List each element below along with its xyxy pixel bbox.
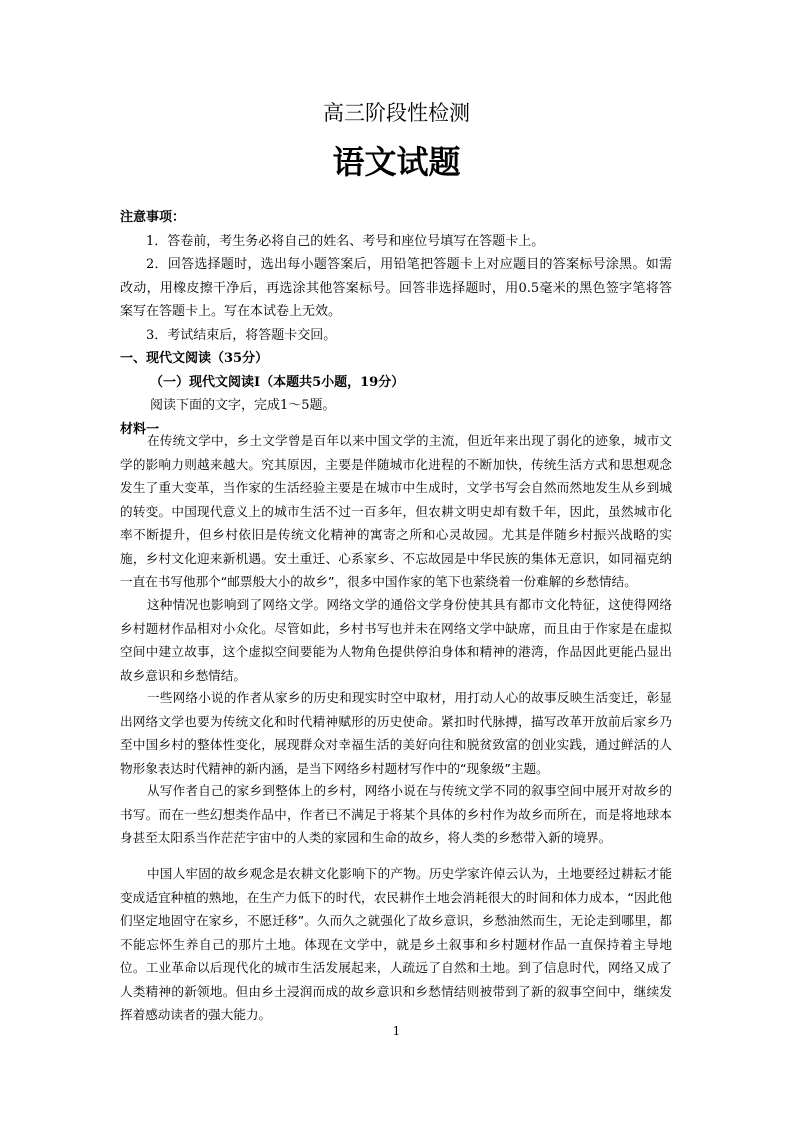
paragraph-2: 这种情况也影响到了网络文学。网络文学的通俗文学身份使其具有都市文化特征，这使得网络乡村题材作品相对小众化。尽管如此，乡村书写也并未在网络文学中缺席，而且由于作家是在虚拟空间中建立故事，这个虚拟空间要能为人物角色提供停泊身体和精神的港湾，作品因此更能凸显出故乡意识和乡愁情结。 <box>120 597 672 683</box>
paragraph-5: 中国人牢固的故乡观念是农耕文化影响下的产物。历史学家许倬云认为，土地要经过耕耘才能变成适宜种植的熟地，在生产力低下的时代，农民耕作土地会消耗很大的时间和体力成本，“因此他们坚定地固守在家乡，不愿迁移”。久而久之就强化了故乡意识，乡愁油然而生，无论走到哪里，都不能忘怀生养自己的那片土地。体现在文学中，就是乡土叙事和乡村题材作品一直保持着主导地位。工业革命以后现代化的城市生活发展起来，人疏远了自然和土地。到了信息时代，网络又成了人类精神的新领地。但由乡土浸润而成的故乡意识和乡愁情结则被带到了新的叙事空间中，继续发挥着感动读者的强大能力。 <box>120 866 672 1022</box>
page-number: 1 <box>392 1024 401 1038</box>
notice-item-3: 3．考试结束后，将答题卡交回。 <box>146 327 337 343</box>
paragraph-4: 从写作者自己的家乡到整体上的乡村，网络小说在与传统文学不同的叙事空间中展开对故乡的书写。而在一些幻想类作品中，作者已不满足于将某个具体的乡村作为故乡而所在，而是将地球本身甚至太阳系当作茫茫宇宙中的人类的家园和生命的故乡，将人类的乡愁带入新的境界。 <box>120 783 672 845</box>
exam-title: 语文试题 <box>332 143 461 181</box>
notice-item-2: 2．回答选择题时，选出每小题答案后，用铅笔把答题卡上对应题目的答案标号涂黑。如需改动，用橡皮擦干净后，再选涂其他答案标号。回答非选择题时，用0.5毫米的黑色签字笔将答案写在答题卡上。写在本试卷上无效。 <box>120 257 672 319</box>
material-label: 材料一 <box>120 421 160 437</box>
paragraph-3: 一些网络小说的作者从家乡的历史和现实时空中取材，用打动人心的故事反映生活变迁，彰显出网络文学也要为传统文化和时代精神赋形的历史使命。紧扣时代脉搏，描写改革开放前后家乡乃至中国乡村的整体性变化，展现群众对幸福生活的美好向往和脱贫致富的创业实践，通过鲜活的人物形象表达时代精神的新内涵，是当下网络乡村题材写作中的“现象级”主题。 <box>120 690 672 776</box>
section-heading: 一、现代文阅读（35分） <box>120 351 269 366</box>
notice-item-1: 1．答卷前，考生务必将自己的姓名、考号和座位号填写在答题卡上。 <box>146 233 545 249</box>
notice-heading: 注意事项： <box>120 210 186 225</box>
notice-block <box>120 206 672 441</box>
exam-subtitle: 高三阶段性检测 <box>323 101 470 125</box>
paragraph-1: 在传统文学中，乡土文学曾是百年以来中国文学的主流，但近年来出现了弱化的迹象，城市文学的影响力则越来越大。究其原因，主要是伴随城市化进程的不断加快，传统生活方式和思想观念发生了重大变革，当作家的生活经验主要是在城市中生成时，文学书写会自然而然地发生从乡到城的转变。中国现代意义上的城市生活不过一百多年，但农耕文明史却有数千年，因此，虽然城市化率不断提升，但乡村依旧是传统文化精神的寓寄之所和心灵故园。尤其是伴随乡村振兴战略的实施，乡村文化迎来新机遇。安土重迁、心系家乡、不忘故园是中华民族的集体无意识，如同福克纳一直在书写他那个“邮票般大小的故乡”，很多中国作家的笔下也萦绕着一份难解的乡愁情结。 <box>120 433 672 589</box>
section-instruction: 阅读下面的文字，完成1～5题。 <box>150 398 336 413</box>
section-sub-heading: （一）现代文阅读Ⅰ（本题共5小题，19分） <box>150 374 405 390</box>
